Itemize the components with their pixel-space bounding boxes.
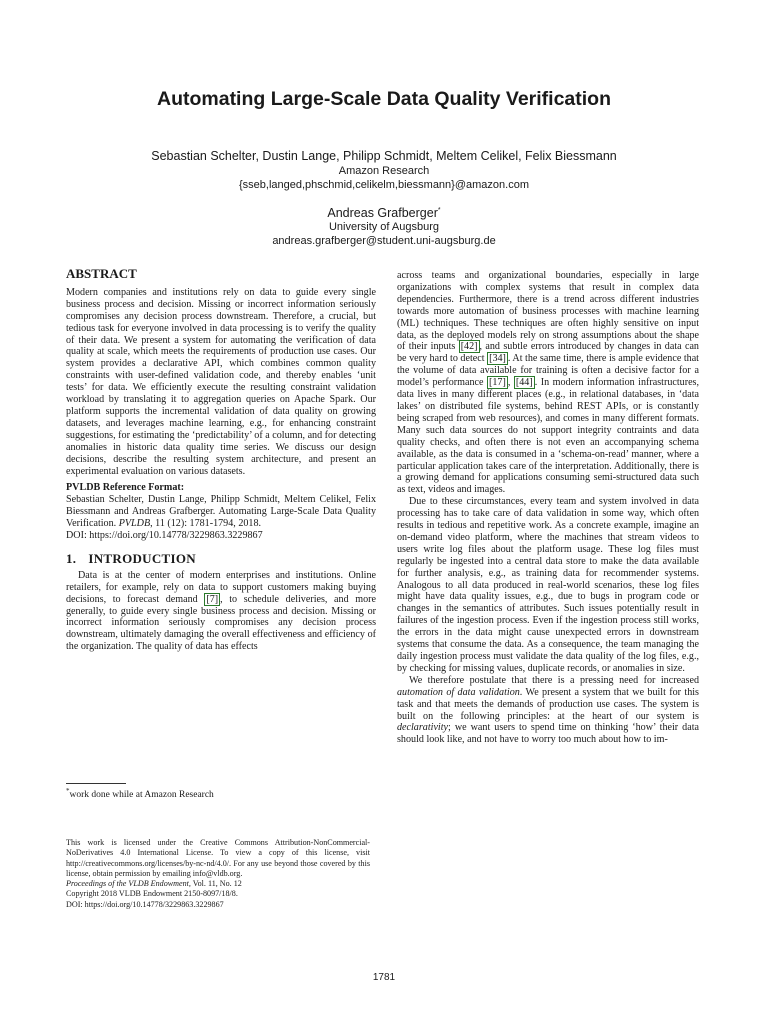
paragraph-text: We therefore postulate that there is a pressing need for increased bbox=[409, 674, 699, 686]
citation-link[interactable]: [7] bbox=[206, 593, 219, 605]
section-title: INTRODUCTION bbox=[88, 550, 196, 566]
reference-format-heading: PVLDB Reference Format: bbox=[66, 482, 185, 494]
affiliation-augsburg: University of Augsburg bbox=[328, 221, 440, 233]
section-number: 1. bbox=[66, 550, 77, 566]
citation-link[interactable]: [42] bbox=[460, 341, 478, 353]
paragraph-text: across teams and organizational boundaries, especially in large organizations with complex systems that result in complex data dependencies. Furthermore, there is a trend across different industries towards more automation of business processes with machine learning (ML) techniques. These techniques are often highly sensitive on input data, as the deployed models rely on strong assumptions about the shape of their inputs bbox=[397, 270, 699, 353]
right-paragraph-1 bbox=[397, 270, 699, 496]
second-author-name: Andreas Grafberger bbox=[327, 206, 438, 220]
license-doi: DOI: https://doi.org/10.14778/3229863.3229867 bbox=[66, 899, 224, 909]
paragraph-text: ; we want users to spend time on thinking ‘how’ their data should look like, and not have to worry too much about how to im- bbox=[397, 722, 699, 746]
second-author bbox=[0, 206, 768, 220]
author-list: Sebastian Schelter, Dustin Lange, Philipp Schmidt, Meltem Celikel, Felix Biessmann bbox=[151, 149, 617, 163]
citation-doi: DOI: https://doi.org/10.14778/3229863.3229867 bbox=[66, 530, 263, 542]
proceedings-line bbox=[66, 879, 370, 889]
emphasis-text: automation of data validation bbox=[397, 686, 520, 698]
separator: , bbox=[507, 377, 514, 389]
license-text: This work is licensed under the Creative Commons Attribution-NonCommercial-NoDerivatives 4.0 International License. To view a copy of this license, visit http://creativecommons.org/licenses/by-nc-nd/4.0/. For any use beyond those covered by this license, obtain permission by emailing info@vldb.org. bbox=[66, 838, 370, 878]
paper-title: Automating Large-Scale Data Quality Verification bbox=[156, 88, 612, 110]
right-paragraph-2: Due to these circumstances, every team and system involved in data processing has to take care of data validation in some way, which often results in tedious and repetitive work. As a concrete example, imagine an on-demand video platform, where the machines that stream videos to users write log files about the platform usage. These log files must regularly be ingested into a central data store to make the data available for further analysis, e.g., as training data for recommender systems. Analogous to all data produced in real-world scenarios, these log files might have data quality issues, e.g., due to bugs in program code or changes in the semantics of attributes. Such issues potentially result in failures of the ingestion process. Even if the ingestion process still works, the errors in the data might cause unexpected errors in downstream systems that consume the data. As a consequence, the team managing the daily ingestion process must validate the data quality of the log files, e.g., by checking for missing values, duplicate records, or anomalies in size. bbox=[397, 496, 699, 674]
second-author-email: andreas.grafberger@student.uni-augsburg.de bbox=[272, 235, 496, 247]
paragraph-text: . At the same time, there is ample evidence that the volume of data available for training is often a decisive factor for a model’s performance bbox=[397, 353, 699, 389]
citation-venue: PVLDB bbox=[118, 518, 151, 530]
citation-link[interactable]: [34] bbox=[489, 353, 506, 365]
author-emails: {sseb,langed,phschmid,celikelm,biessmann}@amazon.com bbox=[239, 179, 529, 191]
paragraph-text: . We present a system that we built for this task and that meets the demands of production use cases. The system is built on the following principles: at the heart of our system is bbox=[397, 686, 699, 722]
right-column bbox=[397, 270, 699, 746]
footnote bbox=[66, 787, 376, 800]
proceedings-title: Proceedings of the VLDB Endowment, bbox=[66, 879, 191, 889]
page-number: 1781 bbox=[372, 972, 396, 983]
right-paragraph-3 bbox=[397, 675, 699, 746]
citation-text: Sebastian Schelter, Dustin Lange, Philipp Schmidt, Meltem Celikel, Felix Biessmann and Andreas Grafberger. Automating Large-Scale Data Quality Verification. bbox=[66, 494, 376, 530]
reference-citation bbox=[66, 494, 376, 542]
abstract-heading: ABSTRACT bbox=[66, 266, 137, 281]
copyright-line: Copyright 2018 VLDB Endowment 2150-8097/18/8. bbox=[66, 889, 238, 899]
paragraph-text: , and subtle errors introduced by changes in data can be very hard to detect bbox=[397, 341, 699, 365]
footnote-text: work done while at Amazon Research bbox=[69, 790, 214, 801]
intro-text-continued: , to schedule deliveries, and more generally, to guide every single business process and decision. Missing or incorrect information seriously compromises any decision process downstream, ultimately damaging the overall effectiveness and efficiency of the organization. The quality of data has effects bbox=[66, 593, 376, 653]
intro-heading bbox=[66, 550, 376, 566]
citation-link[interactable]: [17] bbox=[489, 377, 506, 389]
intro-paragraph bbox=[66, 570, 376, 653]
affiliation-amazon: Amazon Research bbox=[338, 165, 430, 177]
proceedings-volume: Vol. 11, No. 12 bbox=[190, 879, 242, 889]
footnote-mark: * bbox=[437, 206, 441, 214]
emphasis-text: declarativity bbox=[397, 722, 449, 734]
paragraph-text: . In modern information infrastructures, data lives in many different places (e.g., in relational databases, in ‘data lakes’ on distributed file systems, behind REST APIs, or is constantly being scraped from web resources), and comes in many different formats. Many such data sources do not support integrity contraints and data quality checks, and often there is not even an accompanying schema available, as the data is consumed in a ‘schema-on-read’ manner, where a particular application takes care of the interpretation. Additionally, there is a growing demand for applications consuming semi-structured data such as text, videos and images. bbox=[397, 377, 699, 496]
left-column bbox=[66, 268, 376, 653]
citation-volume: , 11 (12): 1781-1794, 2018. bbox=[150, 518, 262, 530]
abstract-text: Modern companies and institutions rely on data to guide every single business process and decision. Missing or incorrect information seriously compromises any decision process downstream. Therefore, a crucial, but tedious task for everyone involved in data processing is to verify the quality of their data. We present a system for automating the verification of data quality at scale, which meets the requirements of production use cases. Our system provides a declarative API, which combines common quality constraints with user-defined validation code, and thereby enables ‘unit tests’ for data. We efficiently execute the resulting constraint validation workload by translating it to aggregation queries on Apache Spark. Our platform supports the incremental validation of data quality on growing datasets, and leverages machine learning, e.g., for enhancing constraint suggestions, for estimating the ‘predictability’ of a column, and for detecting anomalies in historic data quality time series. We discuss our design decisions, describe the resulting system architecture, and present an experimental evaluation on various datasets. bbox=[66, 286, 376, 477]
citation-link[interactable]: [44] bbox=[515, 377, 533, 389]
intro-text: Data is at the center of modern enterprises and institutions. Online retailers, for example, rely on data to support customers making buying decisions, to forecast demand bbox=[66, 569, 376, 605]
footnote-divider bbox=[66, 783, 126, 784]
license-block bbox=[66, 838, 370, 910]
footnote-mark: * bbox=[66, 787, 70, 795]
